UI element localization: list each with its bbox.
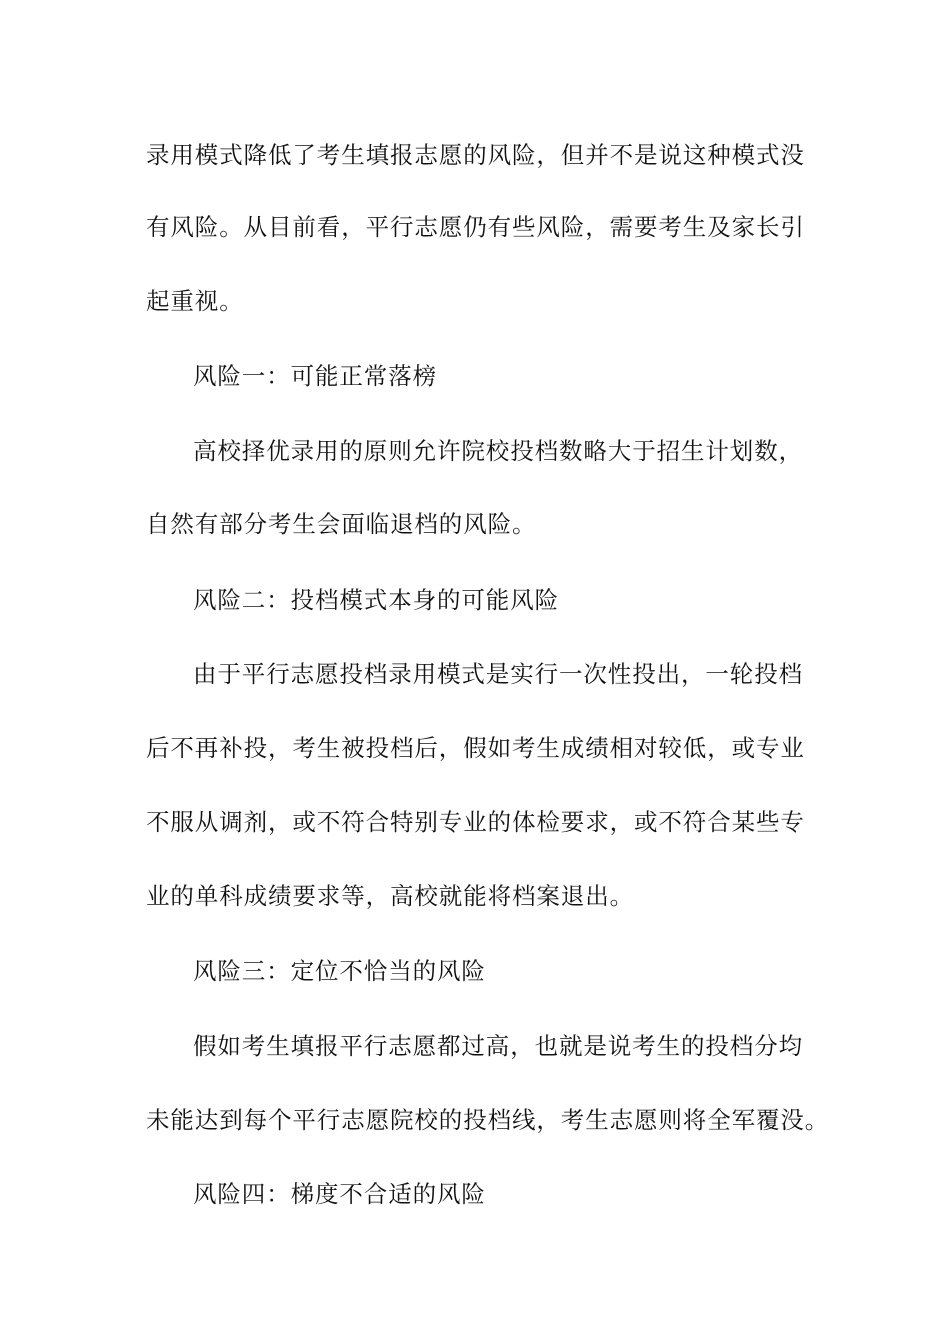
paragraph-line: 起重视。: [146, 287, 244, 315]
paragraph-line: 后不再补投，考生被投档后，假如考生成绩相对较低，或专业: [146, 734, 805, 762]
paragraph-line: 有风险。从目前看，平行志愿仍有些风险，需要考生及家长引: [146, 213, 805, 241]
section-heading: 风险三：定位不恰当的风险: [193, 957, 486, 985]
paragraph-line: 不服从调剂，或不符合特别专业的体检要求，或不符合某些专: [146, 808, 805, 836]
paragraph-line: 业的单科成绩要求等，高校就能将档案退出。: [146, 882, 634, 910]
paragraph-line: 由于平行志愿投档录用模式是实行一次性投出，一轮投档: [193, 660, 803, 688]
section-heading: 风险一：可能正常落榜: [193, 362, 437, 390]
paragraph-line: 录用模式降低了考生填报志愿的风险，但并不是说这种模式没: [146, 141, 805, 169]
section-heading: 风险四：梯度不合适的风险: [193, 1180, 486, 1208]
paragraph-line: 假如考生填报平行志愿都过高，也就是说考生的投档分均: [193, 1032, 803, 1060]
paragraph-line: 高校择优录用的原则允许院校投档数略大于招生计划数，: [193, 437, 803, 465]
paragraph-line: 未能达到每个平行志愿院校的投档线，考生志愿则将全军覆没。: [146, 1106, 830, 1134]
section-heading: 风险二：投档模式本身的可能风险: [193, 586, 559, 614]
paragraph-line: 自然有部分考生会面临退档的风险。: [146, 510, 537, 538]
